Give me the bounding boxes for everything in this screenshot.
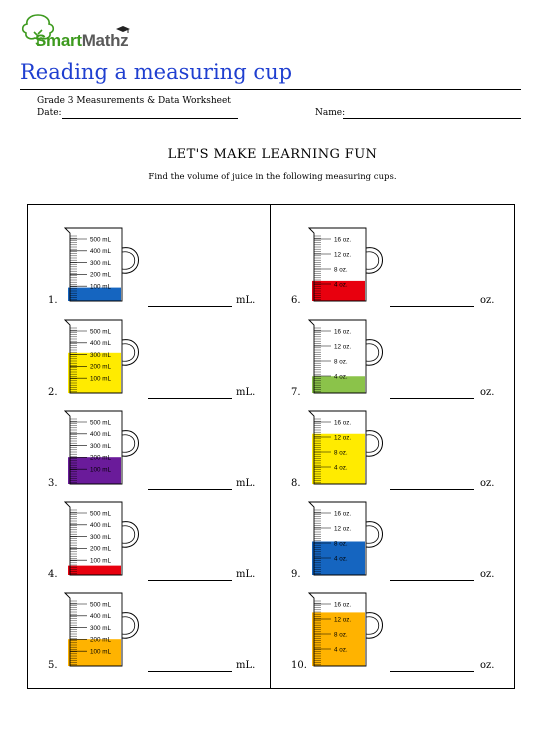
scale-label: 12 oz. — [334, 525, 352, 533]
cup-handle-inner — [122, 344, 135, 362]
answer-unit: oz. — [480, 569, 495, 580]
scale-label: 100 mL — [90, 375, 112, 383]
answer-line[interactable] — [390, 398, 474, 399]
scale-label: 8 oz. — [334, 358, 348, 366]
scale-label: 100 mL — [90, 466, 112, 474]
answer-unit: oz. — [480, 387, 495, 398]
scale-label: 4 oz. — [334, 646, 348, 654]
scale-label: 500 mL — [90, 236, 112, 244]
question-number: 10. — [291, 660, 307, 671]
scale-label: 500 mL — [90, 510, 112, 518]
answer-line[interactable] — [390, 306, 474, 307]
measuring-cup — [67, 411, 152, 491]
answer-unit: mL. — [236, 478, 256, 489]
measuring-cup — [67, 228, 152, 308]
cup-handle-inner — [366, 252, 379, 270]
name-field[interactable] — [343, 118, 521, 119]
scale-label: 8 oz. — [334, 266, 348, 274]
cup-handle-inner — [366, 617, 379, 635]
measuring-cup — [67, 502, 152, 582]
question-number: 6. — [291, 295, 301, 306]
scale-label: 12 oz. — [334, 434, 352, 442]
question-number: 7. — [291, 387, 301, 398]
cup-handle-inner — [122, 252, 135, 270]
scale-label: 100 mL — [90, 648, 112, 656]
answer-line[interactable] — [148, 306, 232, 307]
measuring-cup — [311, 593, 396, 673]
column-divider — [270, 204, 271, 689]
answer-line[interactable] — [390, 489, 474, 490]
answer-line[interactable] — [148, 398, 232, 399]
scale-label: 16 oz. — [334, 236, 352, 244]
cup-handle-inner — [122, 526, 135, 544]
header-divider — [20, 89, 521, 90]
scale-label: 200 mL — [90, 454, 112, 462]
measuring-cup — [67, 593, 152, 673]
scale-label: 12 oz. — [334, 616, 352, 624]
question-number: 1. — [48, 295, 58, 306]
scale-label: 400 mL — [90, 431, 112, 439]
brand-name: SmartMathz — [35, 31, 129, 50]
scale-label: 400 mL — [90, 248, 112, 256]
scale-label: 200 mL — [90, 363, 112, 371]
scale-label: 200 mL — [90, 636, 112, 644]
date-field[interactable] — [62, 118, 238, 119]
scale-label: 16 oz. — [334, 510, 352, 518]
answer-line[interactable] — [148, 580, 232, 581]
scale-label: 100 mL — [90, 557, 112, 565]
scale-label: 4 oz. — [334, 281, 348, 289]
measuring-cup — [311, 228, 396, 308]
measuring-cup — [311, 411, 396, 491]
cup-handle-inner — [366, 435, 379, 453]
answer-unit: mL. — [236, 569, 256, 580]
scale-label: 200 mL — [90, 271, 112, 279]
scale-label: 400 mL — [90, 340, 112, 348]
question-number: 9. — [291, 569, 301, 580]
scale-label: 200 mL — [90, 545, 112, 553]
scale-label: 4 oz. — [334, 464, 348, 472]
question-number: 5. — [48, 660, 58, 671]
answer-unit: oz. — [480, 660, 495, 671]
answer-line[interactable] — [390, 671, 474, 672]
scale-label: 8 oz. — [334, 449, 348, 457]
scale-label: 12 oz. — [334, 343, 352, 351]
scale-label: 300 mL — [90, 351, 112, 359]
scale-label: 8 oz. — [334, 540, 348, 548]
scale-label: 300 mL — [90, 442, 112, 450]
answer-line[interactable] — [148, 671, 232, 672]
scale-label: 12 oz. — [334, 251, 352, 259]
scale-label: 4 oz. — [334, 373, 348, 381]
cup-handle-inner — [122, 617, 135, 635]
worksheet-heading: LET'S MAKE LEARNING FUN — [167, 147, 378, 162]
scale-label: 300 mL — [90, 624, 112, 632]
cup-handle-inner — [366, 526, 379, 544]
scale-label: 500 mL — [90, 419, 112, 427]
answer-line[interactable] — [390, 580, 474, 581]
smartmathz-logo — [18, 12, 148, 56]
scale-label: 100 mL — [90, 283, 112, 291]
name-label: Name: — [315, 108, 346, 118]
instructions: Find the volume of juice in the following measuring cups. — [148, 172, 397, 182]
page-title: Reading a measuring cup — [20, 60, 293, 84]
question-number: 3. — [48, 478, 58, 489]
scale-label: 300 mL — [90, 259, 112, 267]
scale-label: 16 oz. — [334, 328, 352, 336]
answer-line[interactable] — [148, 489, 232, 490]
scale-label: 4 oz. — [334, 555, 348, 563]
answer-unit: oz. — [480, 478, 495, 489]
scale-label: 400 mL — [90, 522, 112, 530]
cup-handle-inner — [122, 435, 135, 453]
question-number: 4. — [48, 569, 58, 580]
question-number: 8. — [291, 478, 301, 489]
measuring-cup — [311, 320, 396, 400]
scale-label: 16 oz. — [334, 419, 352, 427]
scale-label: 16 oz. — [334, 601, 352, 609]
scale-label: 400 mL — [90, 613, 112, 621]
scale-label: 500 mL — [90, 601, 112, 609]
answer-unit: oz. — [480, 295, 495, 306]
answer-unit: mL. — [236, 295, 256, 306]
worksheet-label: Grade 3 Measurements & Data Worksheet — [37, 96, 231, 106]
scale-label: 8 oz. — [334, 631, 348, 639]
scale-label: 300 mL — [90, 533, 112, 541]
answer-unit: mL. — [236, 387, 256, 398]
date-label: Date: — [37, 108, 62, 118]
question-number: 2. — [48, 387, 58, 398]
scale-label: 500 mL — [90, 328, 112, 336]
cup-handle-inner — [366, 344, 379, 362]
measuring-cup — [311, 502, 396, 582]
answer-unit: mL. — [236, 660, 256, 671]
measuring-cup — [67, 320, 152, 400]
